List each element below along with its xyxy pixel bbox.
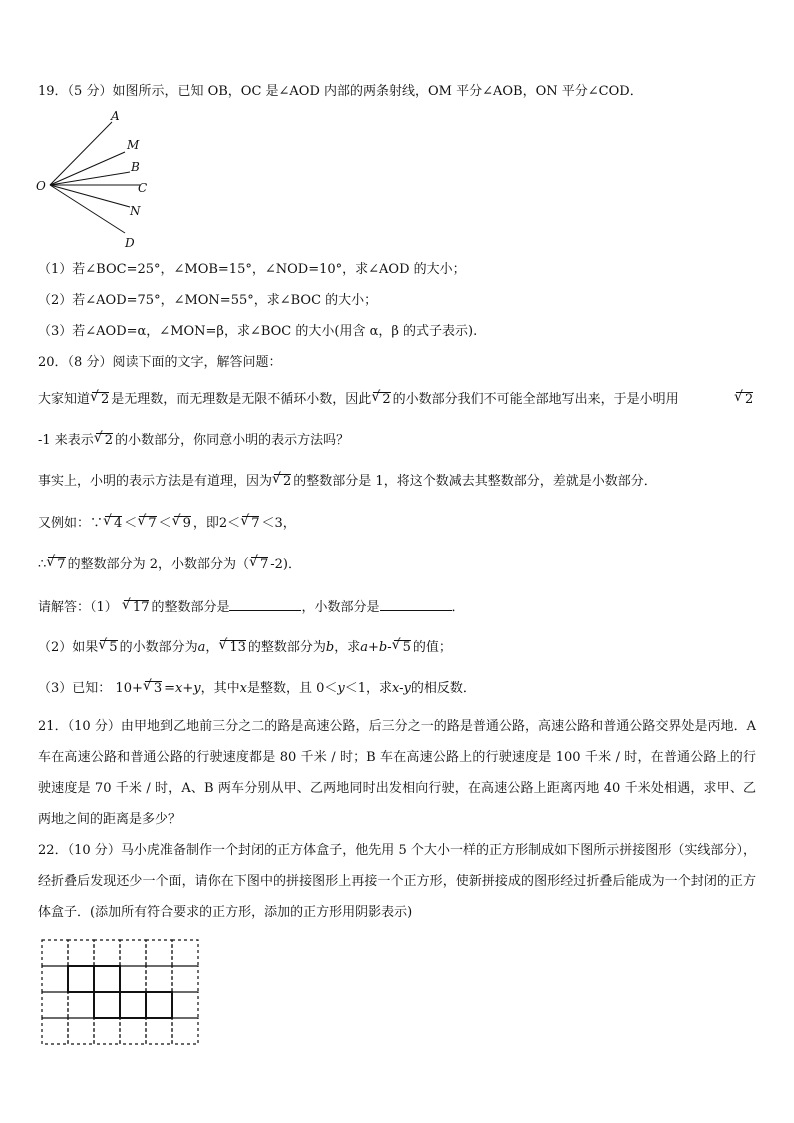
grid-cell[interactable] (68, 1018, 94, 1044)
grid-cell[interactable] (172, 940, 198, 966)
grid-cell[interactable] (146, 940, 172, 966)
net-square (68, 966, 94, 992)
label-m: M (127, 138, 140, 152)
q20-line7: （2）如果√ 5 的小数部分为a，√ 13 的整数部分为b，求a+b-√ 5 的值； (38, 640, 452, 656)
sqrt-17: √ 17 (124, 600, 150, 615)
q20-line4: 又例如：∵√ 4 ＜√ 7 ＜√ 9 ，即2＜√ 7 ＜3， (38, 516, 296, 532)
grid-cell[interactable] (120, 966, 146, 992)
grid-cell[interactable] (94, 992, 120, 1018)
grid-cell[interactable] (68, 992, 94, 1018)
answer-blank-decimal[interactable] (380, 598, 452, 611)
sqrt-2: √ 2 (736, 392, 753, 407)
label-b: B (131, 160, 140, 174)
sqrt-7: √ 7 (48, 557, 65, 572)
sqrt-7: √ 7 (139, 516, 156, 531)
q20-line6: 请解答：（1） √ 17 的整数部分是 ，小数部分是 ． (38, 598, 465, 616)
grid-cell[interactable] (42, 940, 68, 966)
grid-cell[interactable] (94, 940, 120, 966)
sqrt-5: √ 5 (394, 640, 411, 655)
ray-od (50, 185, 125, 233)
grid-cell[interactable] (42, 992, 68, 1018)
angle-rays-figure (30, 110, 190, 250)
label-n: N (130, 204, 141, 218)
grid-cell[interactable] (94, 1018, 120, 1044)
q20-header: 20．（8 分）阅读下面的文字，解答问题： (38, 355, 282, 370)
label-c: C (138, 181, 148, 195)
label-a: A (111, 110, 120, 123)
grid-cell[interactable] (172, 1018, 198, 1044)
sqrt-2: √ 2 (92, 392, 109, 407)
grid-cell[interactable] (68, 940, 94, 966)
sqrt-2: √ 2 (373, 392, 390, 407)
grid-cell[interactable] (146, 966, 172, 992)
net-square (94, 966, 120, 992)
q20-line1: 大家知道√ 2 是无理数，而无理数是无限不循环小数，因此√ 2 的小数部分我们不可能全部地写出来，于是小明用 √ 2 (38, 392, 679, 408)
grid-cell[interactable] (94, 966, 120, 992)
sqrt-13: √ 13 (220, 640, 246, 655)
sqrt-9: √ 9 (174, 516, 191, 531)
label-d: D (125, 236, 135, 250)
q19-header: 19．（5 分）如图所示，已知 OB，OC 是∠AOD 内部的两条射线，OM 平分∠AOB，ON 平分∠COD． (38, 84, 643, 99)
sqrt-7: √ 7 (251, 557, 268, 572)
label-o: O (36, 179, 46, 193)
grid-cell[interactable] (42, 1018, 68, 1044)
cube-net-grid (40, 938, 210, 1048)
grid-cell[interactable] (146, 1018, 172, 1044)
grid-cell[interactable] (68, 966, 94, 992)
net-square (120, 992, 146, 1018)
q19-part3: （3）若∠AOD=α，∠MON=β，求∠BOC 的大小(用含 α，β 的式子表示). (38, 324, 478, 339)
q21-text: 21．（10 分）由甲地到乙地前三分之二的路是高速公路，后三分之一的路是普通公路，高速公路和普通公路交界处是丙地．A 车在高速公路和普通公路的行驶速度都是 80 千米 / 时；B 车在高速公路上的行驶速度是 100 千米 / 时，在普通公路上的行驶速度是 70 千米 / 时，A、B 两车分别从甲、乙两地同时出发相向行驶，在高速公路上距离丙地 40 千米处相遇，求甲、乙两地之间的距离是多少？ (38, 719, 756, 827)
sqrt-7: √ 7 (242, 516, 259, 531)
q20-line2: -1 来表示√ 2 的小数部分，你同意小明的表示方法吗？ (38, 433, 349, 449)
ray-on (50, 185, 130, 207)
grid-cell[interactable] (120, 1018, 146, 1044)
q22-text: 22．（10 分）马小虎准备制作一个封闭的正方体盒子，他先用 5 个大小一样的正方形制成如下图所示拼接图形（实线部分），经折叠后发现还少一个面，请你在下图中的拼接图形上再接一个正方形，使新拼接成的图形经过折叠后能成为一个封闭的正方体盒子．(添加所有符合要求的正方形，添加的正方形用阴影表示) (38, 843, 756, 920)
ray-om (50, 152, 125, 185)
sqrt-3: √ 3 (145, 681, 162, 696)
q20-line5: ∴√ 7 的整数部分为 2，小数部分为（√ 7 -2)． (38, 557, 301, 573)
sqrt-5: √ 5 (100, 640, 117, 655)
answer-blank-integer[interactable] (229, 598, 301, 611)
grid-cell[interactable] (172, 966, 198, 992)
grid-cell[interactable] (120, 940, 146, 966)
grid-cell[interactable] (42, 966, 68, 992)
ray-oa (50, 122, 112, 185)
q20-line8: （3）已知： 10+√ 3 =x+y，其中x是整数，且 0＜y＜1，求x-y的相反数． (38, 681, 476, 697)
sqrt-4: √ 4 (105, 516, 122, 531)
sqrt-2: √ 2 (274, 474, 291, 489)
net-square (146, 992, 172, 1018)
ray-ob (50, 172, 130, 185)
net-square (94, 992, 120, 1018)
q20-line3: 事实上，小明的表示方法是有道理，因为√ 2 的整数部分是 1，将这个数减去其整数部分，差就是小数部分． (38, 474, 657, 490)
q19-part2: （2）若∠AOD=75°，∠MON=55°，求∠BOC 的大小； (38, 293, 378, 308)
q19-part1: （1）若∠BOC=25°，∠MOB=15°，∠NOD=10°，求∠AOD 的大小； (38, 262, 466, 277)
sqrt-2: √ 2 (96, 433, 113, 448)
grid-cell[interactable] (146, 992, 172, 1018)
grid-cell[interactable] (120, 992, 146, 1018)
grid-cell[interactable] (172, 992, 198, 1018)
